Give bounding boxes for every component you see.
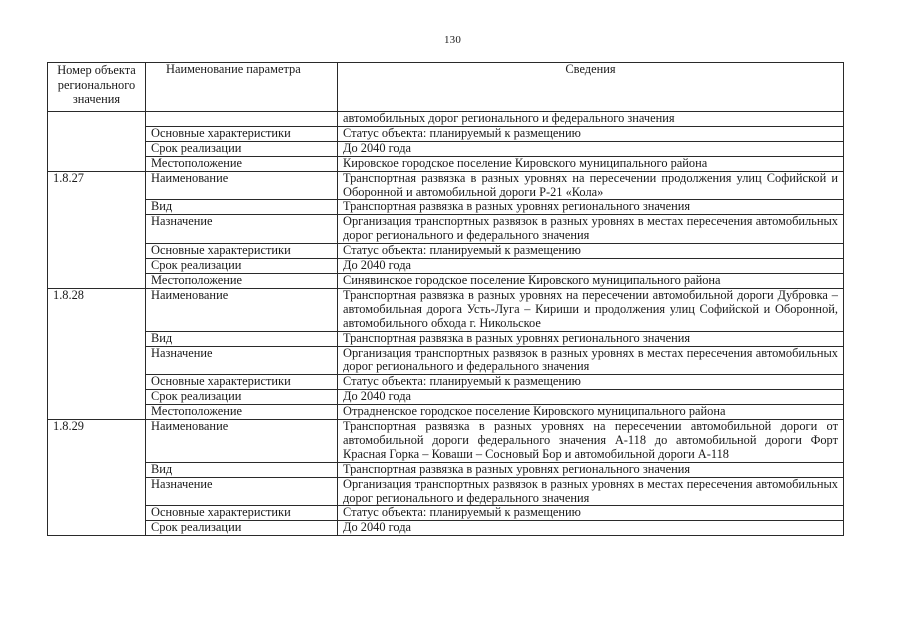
- table-row: [48, 171, 844, 200]
- table-row: [48, 141, 844, 156]
- parameter-name-cell: Назначение: [146, 215, 338, 244]
- parameter-name-cell: Вид: [146, 200, 338, 215]
- parameter-name-cell: Наименование: [146, 420, 338, 463]
- object-number-cell: 1.8.29: [48, 420, 146, 536]
- header-object-number: Номер объекта регионального значения: [48, 63, 146, 112]
- parameter-name-cell: [146, 112, 338, 127]
- object-number-cell: 1.8.27: [48, 171, 146, 288]
- parameter-name-cell: Местоположение: [146, 156, 338, 171]
- parameter-name-cell: Местоположение: [146, 405, 338, 420]
- parameter-name-cell: Срок реализации: [146, 259, 338, 274]
- info-cell: Транспортная развязка в разных уровнях регионального значения: [338, 200, 844, 215]
- object-number-cell: [48, 112, 146, 172]
- parameter-name-cell: Наименование: [146, 171, 338, 200]
- info-cell: Транспортная развязка в разных уровнях на пересечении продолжения улиц Софийской и Оборонной и автомобильной дороги Р-21 «Кола»: [338, 171, 844, 200]
- info-cell: автомобильных дорог регионального и федерального значения: [338, 112, 844, 127]
- table-row: [48, 273, 844, 288]
- page-number: 130: [443, 34, 462, 46]
- info-cell: Статус объекта: планируемый к размещению: [338, 126, 844, 141]
- info-cell: Синявинское городское поселение Кировского муниципального района: [338, 273, 844, 288]
- info-cell: Организация транспортных развязок в разных уровнях в местах пересечения автомобильных дорог регионального и федерального значения: [338, 346, 844, 375]
- parameter-name-cell: Основные характеристики: [146, 506, 338, 521]
- header-info: Сведения: [338, 63, 844, 112]
- parameter-name-cell: Вид: [146, 462, 338, 477]
- parameter-name-cell: Назначение: [146, 477, 338, 506]
- table-row: [48, 259, 844, 274]
- object-number-cell: 1.8.28: [48, 288, 146, 419]
- info-cell: Транспортная развязка в разных уровнях регионального значения: [338, 462, 844, 477]
- table-row: [48, 477, 844, 506]
- info-cell: Транспортная развязка в разных уровнях на пересечении автомобильной дороги Дубровка – автомобильная дорога Усть-Луга – Кириши и продолжения улиц Софийской и Оборонной, автомобильного обхода г. Никольское: [338, 288, 844, 331]
- parameter-name-cell: Наименование: [146, 288, 338, 331]
- parameter-name-cell: Срок реализации: [146, 141, 338, 156]
- info-cell: Статус объекта: планируемый к размещению: [338, 375, 844, 390]
- info-cell: До 2040 года: [338, 141, 844, 156]
- table-row: [48, 346, 844, 375]
- table-row: [48, 506, 844, 521]
- parameter-name-cell: Местоположение: [146, 273, 338, 288]
- parameter-name-cell: Срок реализации: [146, 390, 338, 405]
- info-cell: Организация транспортных развязок в разных уровнях в местах пересечения автомобильных дорог регионального и федерального значения: [338, 215, 844, 244]
- table-header-row: [48, 63, 844, 112]
- table-row: [48, 215, 844, 244]
- objects-table: [47, 62, 844, 536]
- table-row: [48, 200, 844, 215]
- table-row: [48, 112, 844, 127]
- table-row: [48, 288, 844, 331]
- info-cell: Организация транспортных развязок в разных уровнях в местах пересечения автомобильных дорог регионального и федерального значения: [338, 477, 844, 506]
- info-cell: До 2040 года: [338, 259, 844, 274]
- table-row: [48, 126, 844, 141]
- info-cell: Транспортная развязка в разных уровнях на пересечении автомобильной дороги от автомобильной дороги федерального значения А-118 до автомобильной дороги Форт Красная Горка – Коваши – Сосновый Бор и автомобильной дороги А-118: [338, 420, 844, 463]
- table-row: [48, 420, 844, 463]
- table-row: [48, 375, 844, 390]
- table-body: [48, 112, 844, 536]
- table-row: [48, 390, 844, 405]
- parameter-name-cell: Срок реализации: [146, 521, 338, 536]
- info-cell: Статус объекта: планируемый к размещению: [338, 506, 844, 521]
- info-cell: Статус объекта: планируемый к размещению: [338, 244, 844, 259]
- parameter-name-cell: Назначение: [146, 346, 338, 375]
- table-row: [48, 462, 844, 477]
- info-cell: Кировское городское поселение Кировского муниципального района: [338, 156, 844, 171]
- table-row: [48, 405, 844, 420]
- table-row: [48, 156, 844, 171]
- parameter-name-cell: Основные характеристики: [146, 244, 338, 259]
- parameter-name-cell: Основные характеристики: [146, 126, 338, 141]
- table-row: [48, 244, 844, 259]
- table-row: [48, 331, 844, 346]
- info-cell: Транспортная развязка в разных уровнях регионального значения: [338, 331, 844, 346]
- info-cell: До 2040 года: [338, 521, 844, 536]
- info-cell: До 2040 года: [338, 390, 844, 405]
- parameter-name-cell: Основные характеристики: [146, 375, 338, 390]
- table-row: [48, 521, 844, 536]
- info-cell: Отрадненское городское поселение Кировского муниципального района: [338, 405, 844, 420]
- parameter-name-cell: Вид: [146, 331, 338, 346]
- header-parameter-name: Наименование параметра: [146, 63, 338, 112]
